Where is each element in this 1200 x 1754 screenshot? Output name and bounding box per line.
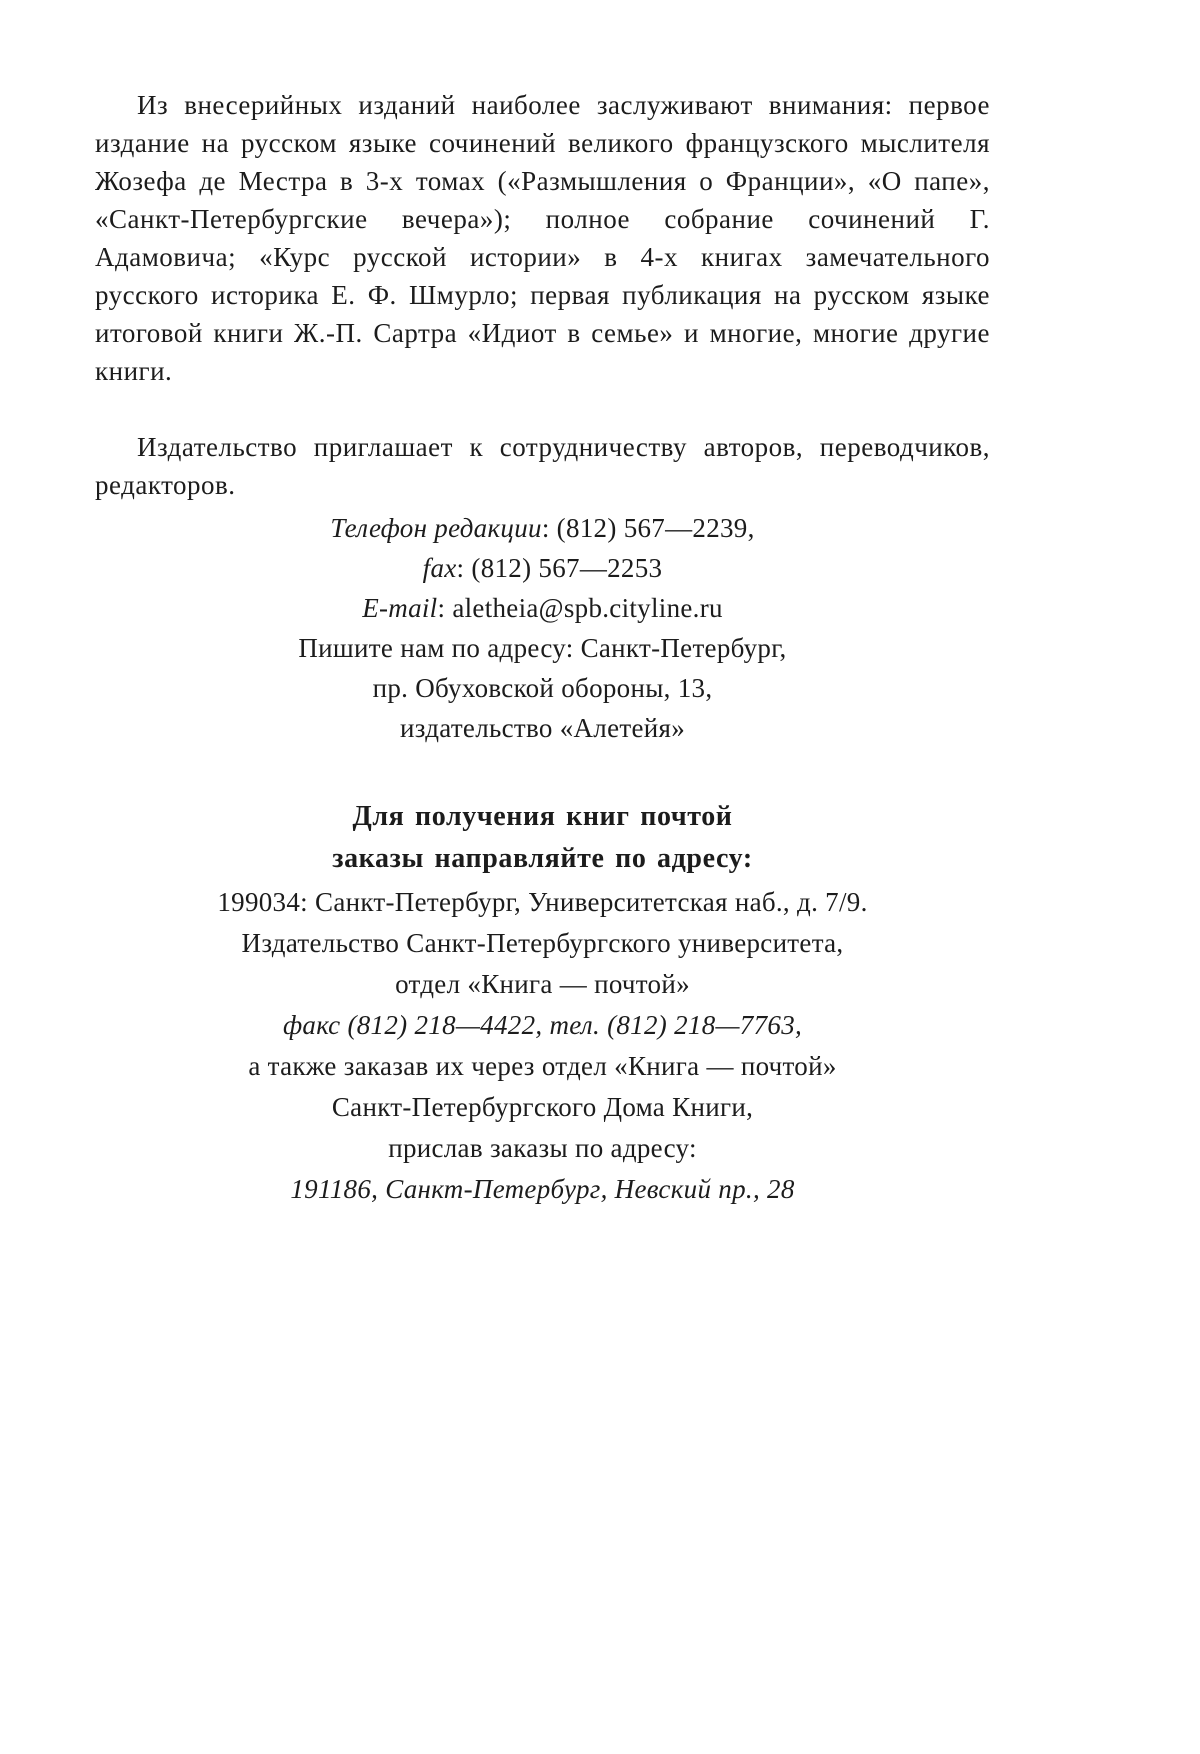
editorial-contact-block [95, 508, 990, 748]
mail-order-line: факс (812) 218—4422, тел. (812) 218—7763, [282, 1010, 803, 1040]
mail-order-line: прислав заказы по адресу: [388, 1133, 697, 1163]
fax-label: fax [422, 553, 457, 583]
intro-paragraph: Из внесерийных изданий наиболее заслуживают внимания: первое издание на русском языке сочинений великого французского мыслителя Жозефа де Местра в 3-х томах («Размышления о Франции», «О папе», «Санкт-Петербургские вечера»); полное собрание сочинений Г. Адамовича; «Курс русской истории» в 4-х книгах замечательного русского историка Е. Ф. Шмурло; первая публикация на русском языке итоговой книги Ж.-П. Сартра «Идиот в семье» и многие, многие другие книги. [95, 90, 990, 386]
book-page [95, 86, 990, 1210]
invitation-paragraph: Издательство приглашает к сотрудничеству авторов, переводчиков, редакторов. [95, 432, 990, 500]
postal-address-line-1: Пишите нам по адресу: Санкт-Петербург, [298, 633, 787, 663]
phone-line [95, 508, 990, 548]
mail-order-line: Издательство Санкт-Петербургского университета, [241, 928, 844, 958]
fax-value: : (812) 567—2253 [456, 553, 663, 583]
mail-order-address-block [95, 882, 990, 1210]
phone-label: Телефон редакции [330, 513, 542, 543]
mail-order-line: 199034: Санкт-Петербург, Университетская наб., д. 7/9. [217, 887, 868, 917]
mail-order-heading [95, 796, 990, 880]
phone-value: : (812) 567—2239, [541, 513, 755, 543]
postal-address-line-3: издательство «Алетейя» [399, 713, 686, 743]
mail-order-heading-line-1: Для получения книг почтой [352, 801, 733, 832]
fax-line [95, 548, 990, 588]
mail-order-heading-line-2: заказы направляйте по адресу: [332, 843, 753, 874]
mail-order-line: Санкт-Петербургского Дома Книги, [331, 1092, 754, 1122]
mail-order-line: 191186, Санкт-Петербург, Невский пр., 28 [290, 1174, 795, 1204]
email-line [95, 588, 990, 628]
email-label: E-mail [362, 593, 438, 623]
email-value: : aletheia@spb.cityline.ru [437, 593, 723, 623]
postal-address-line-2: пр. Обуховской обороны, 13, [372, 673, 713, 703]
mail-order-line: а также заказав их через отдел «Книга — почтой» [248, 1051, 837, 1081]
mail-order-line: отдел «Книга — почтой» [395, 969, 690, 999]
